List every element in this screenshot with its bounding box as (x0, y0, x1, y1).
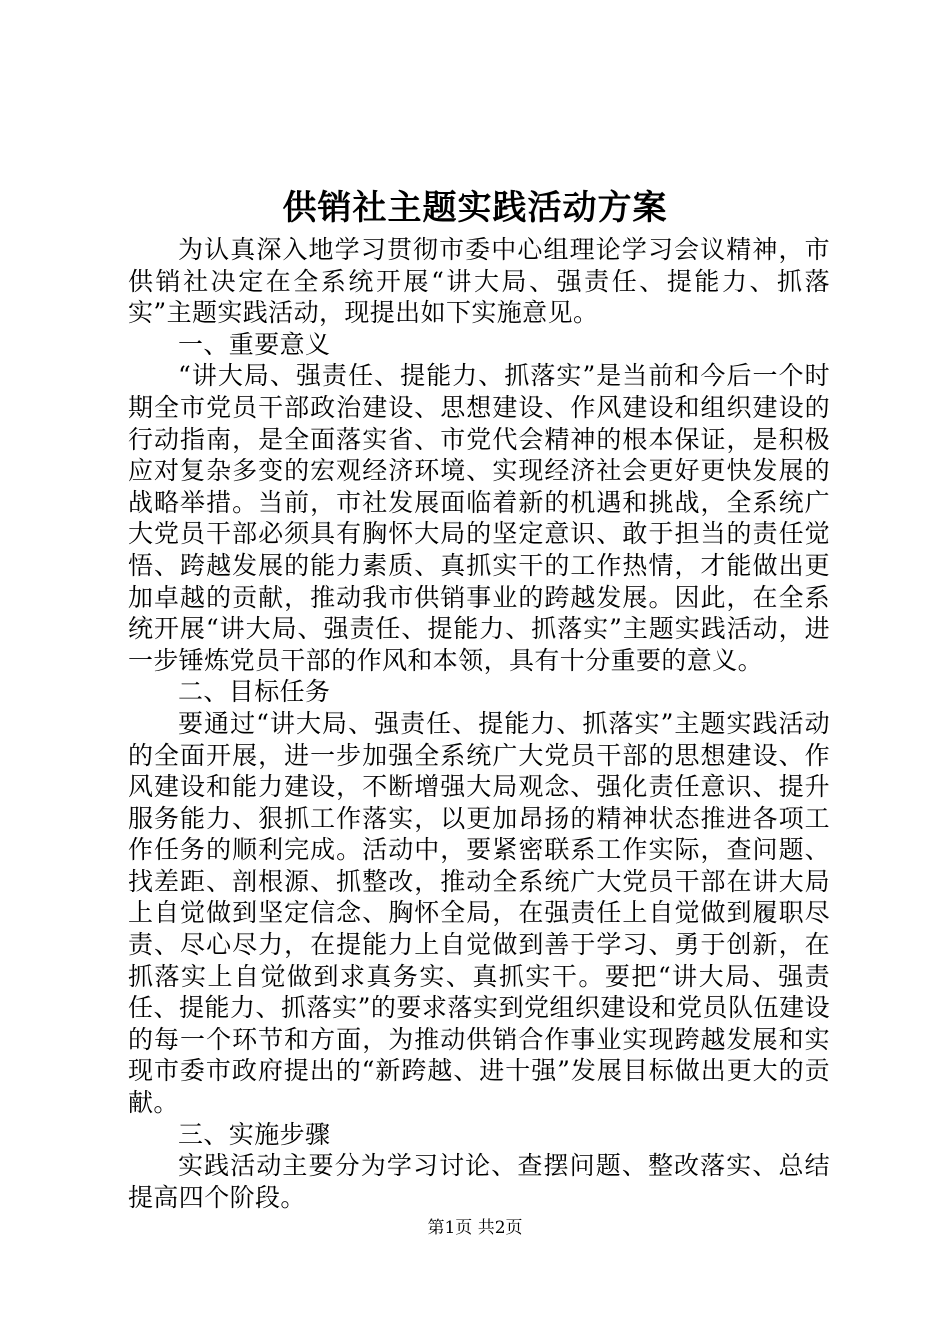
intro-paragraph: 为认真深入地学习贯彻市委中心组理论学习会议精神，市供销社决定在全系统开展“讲大局、强责任、提能力、抓落实”主题实践活动，现提出如下实施意见。 (128, 235, 830, 328)
section-body-significance: “讲大局、强责任、提能力、抓落实”是当前和今后一个时期全市党员干部政治建设、思想建设、作风建设和组织建设的行动指南，是全面落实省、市党代会精神的根本保证，是积极应对复杂多变的宏观经济环境、实现经济社会更好更快发展的战略举措。当前，市社发展面临着新的机遇和挑战，全系统广大党员干部必须具有胸怀大局的坚定意识、敢于担当的责任觉悟、跨越发展的能力素质、真抓实干的工作热情，才能做出更加卓越的贡献，推动我市供销事业的跨越发展。因此，在全系统开展“讲大局、强责任、提能力、抓落实”主题实践活动，进一步锤炼党员干部的作风和本领，具有十分重要的意义。 (128, 361, 830, 675)
section-heading-significance: 一、重要意义 (178, 329, 331, 359)
page-footer: 第1页 共2页 (427, 1218, 523, 1238)
document-title: 供销社主题实践活动方案 (282, 188, 668, 228)
section-body-steps: 实践活动主要分为学习讨论、查摆问题、整改落实、总结提高四个阶段。 (128, 1151, 830, 1212)
section-heading-steps: 三、实施步骤 (178, 1119, 331, 1149)
section-heading-goals: 二、目标任务 (178, 677, 331, 707)
document-body (128, 234, 830, 1213)
section-body-goals: 要通过“讲大局、强责任、提能力、抓落实”主题实践活动的全面开展，进一步加强全系统广大党员干部的思想建设、作风建设和能力建设，不断增强大局观念、强化责任意识、提升服务能力、狠抓工作落实，以更加昂扬的精神状态推进各项工作任务的顺利完成。活动中，要紧密联系工作实际，查问题、找差距、剖根源、抓整改，推动全系统广大党员干部在讲大局上自觉做到坚定信念、胸怀全局，在强责任上自觉做到履职尽责、尽心尽力，在提能力上自觉做到善于学习、勇于创新，在抓落实上自觉做到求真务实、真抓实干。要把“讲大局、强责任、提能力、抓落实”的要求落实到党组织建设和党员队伍建设的每一个环节和方面，为推动供销合作事业实现跨越发展和实现市委市政府提出的“新跨越、进十强”发展目标做出更大的贡献。 (128, 708, 830, 1118)
